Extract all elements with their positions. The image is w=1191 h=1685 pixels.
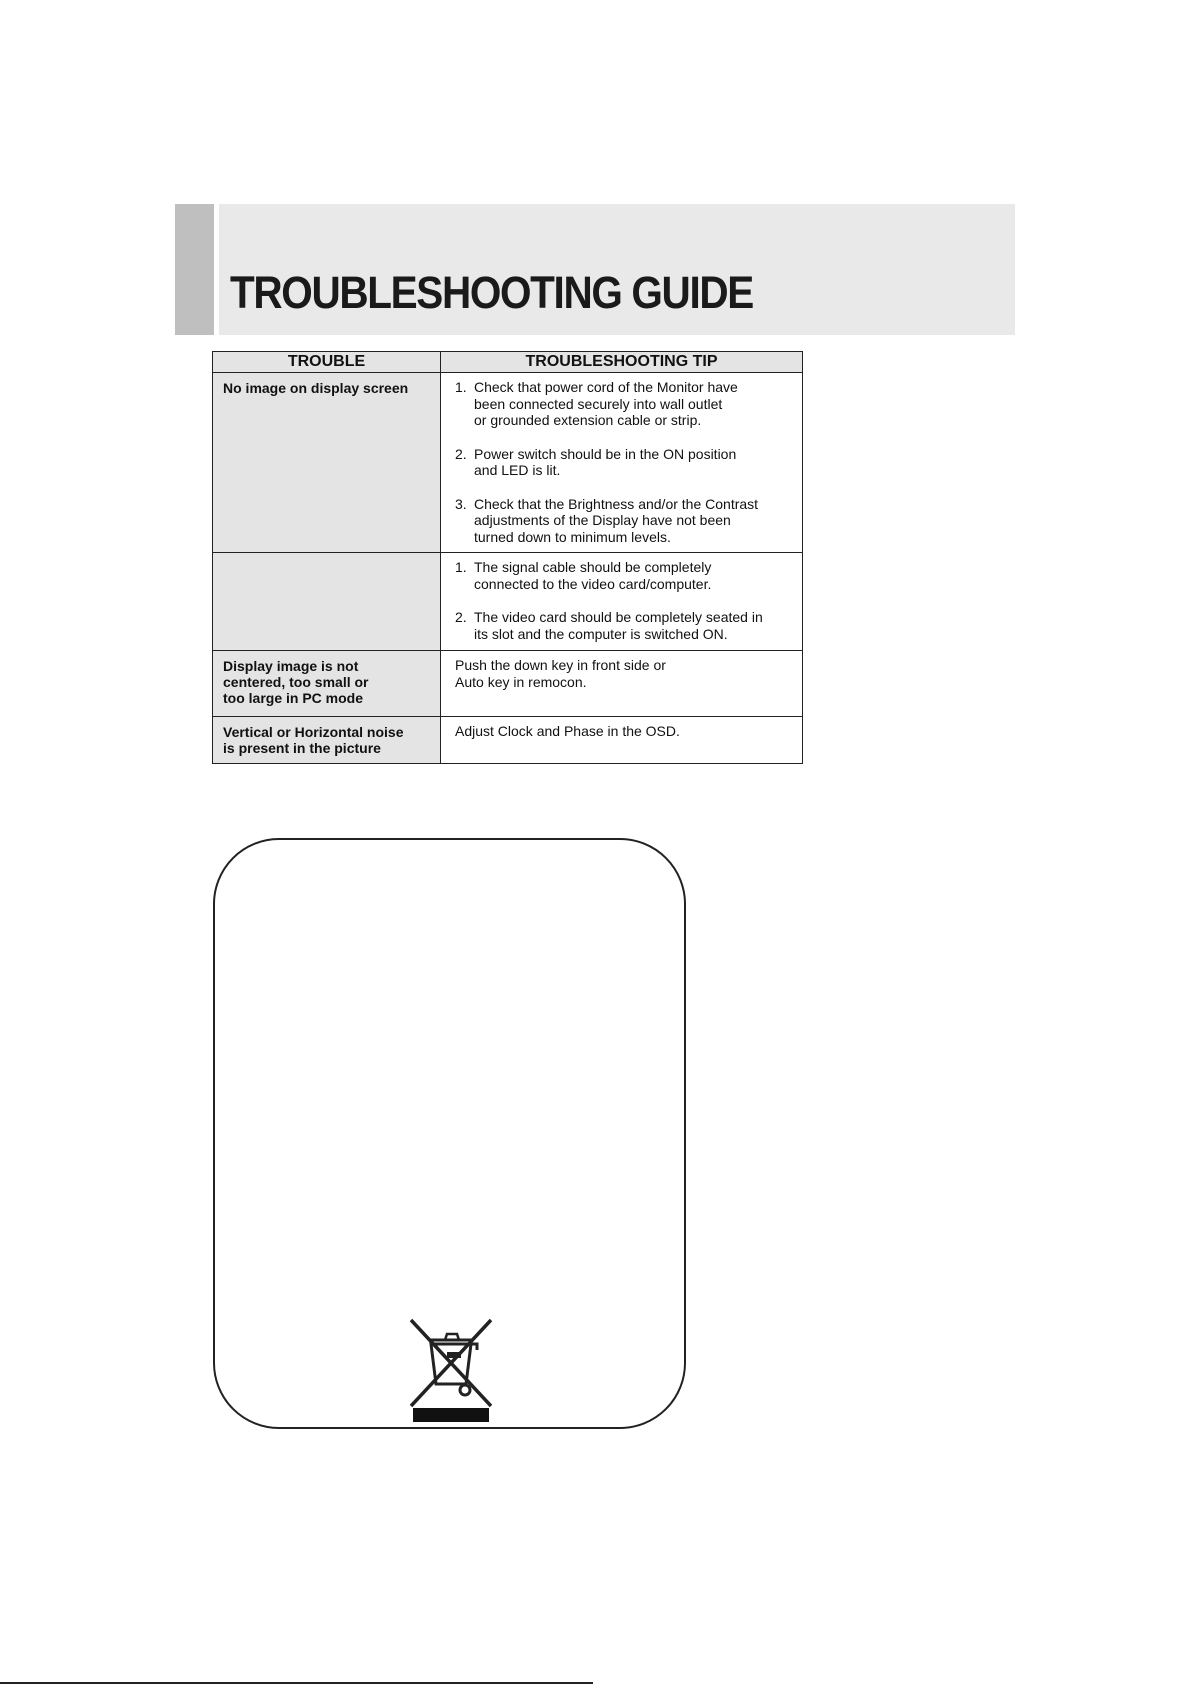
trouble-cell: Display image is not centered, too small or too large in PC mode	[213, 651, 441, 717]
tip-number: 1.	[455, 559, 467, 575]
troubleshooting-table	[212, 351, 803, 764]
table-row	[213, 717, 803, 764]
tip-cell: Adjust Clock and Phase in the OSD.	[441, 717, 803, 764]
tip-text: The signal cable should be completely connected to the video card/computer.	[474, 559, 712, 592]
tip-item	[455, 609, 788, 642]
tip-item	[455, 496, 788, 546]
trouble-cell	[213, 553, 441, 651]
tip-text: Check that power cord of the Monitor have been connected securely into wall outlet or grounded extension cable or strip.	[474, 379, 738, 428]
page-title: TROUBLESHOOTING GUIDE	[230, 267, 753, 318]
troubleshooting-table-container	[212, 351, 803, 762]
column-header-tip: TROUBLESHOOTING TIP	[441, 352, 803, 373]
table-row	[213, 553, 803, 651]
tip-cell: Push the down key in front side or Auto key in remocon.	[441, 651, 803, 717]
trouble-cell: Vertical or Horizontal noise is present in the picture	[213, 717, 441, 764]
tip-cell	[441, 373, 803, 553]
tip-item	[455, 446, 788, 479]
table-header-row	[213, 352, 803, 373]
tip-cell	[441, 553, 803, 651]
footer-rule	[0, 1682, 593, 1684]
table-row	[213, 651, 803, 717]
trouble-cell: No image on display screen	[213, 373, 441, 553]
tip-text: Power switch should be in the ON position and LED is lit.	[474, 445, 737, 478]
header-accent-bar	[175, 204, 214, 335]
table-row	[213, 373, 803, 553]
tip-text: The video card should be completely seated in its slot and the computer is switched ON.	[474, 609, 763, 642]
tip-number: 1.	[455, 379, 467, 395]
tip-number: 3.	[455, 495, 467, 512]
tip-number: 2.	[455, 445, 467, 462]
tip-text: Check that the Brightness and/or the Contrast adjustments of the Display have not been turned down to minimum levels.	[474, 495, 759, 545]
tip-item	[455, 559, 788, 592]
crossed-out-wheelie-bin-icon	[403, 1310, 499, 1422]
tip-item	[455, 379, 788, 429]
column-header-trouble: TROUBLE	[213, 352, 441, 373]
tip-number: 2.	[455, 609, 467, 625]
